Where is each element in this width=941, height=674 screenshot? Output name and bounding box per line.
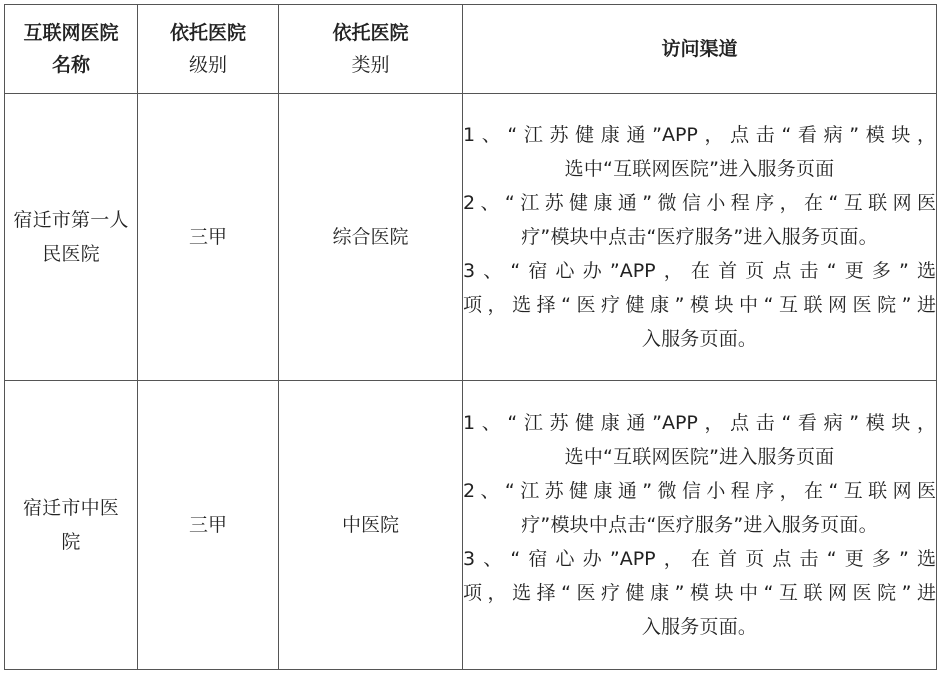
hospital-category-cell: 中医院 <box>279 381 463 670</box>
header-hospital-level-line1: 依托医院 <box>169 22 246 44</box>
channel-line: 项，选择“医疗健康”模块中“互联网医院”进 <box>463 294 936 316</box>
channel-line: 1、“江苏健康通”APP，点击“看病”模块， <box>463 412 936 434</box>
hospital-table <box>4 4 937 670</box>
header-access-channel <box>463 5 937 94</box>
channel-line: 选中“互联网医院”进入服务页面 <box>564 158 835 180</box>
channel-line: 入服务页面。 <box>641 616 758 638</box>
channel-line: 1、“江苏健康通”APP，点击“看病”模块， <box>463 124 936 146</box>
channel-line: 3、“宿心办”APP，在首页点击“更多”选 <box>463 548 936 570</box>
table-row <box>5 94 937 381</box>
header-hospital-level <box>138 5 279 94</box>
channel-line: 2、“江苏健康通”微信小程序，在“互联网医 <box>463 480 936 502</box>
hospital-level-cell: 三甲 <box>138 381 279 670</box>
channel-line: 2、“江苏健康通”微信小程序，在“互联网医 <box>463 192 936 214</box>
hospital-name-cell <box>5 94 138 381</box>
hospital-name-line1: 宿迁市中医 <box>22 497 119 519</box>
access-channel-cell <box>463 94 937 381</box>
hospital-name-line2: 院 <box>61 531 81 553</box>
header-hospital-category-line1: 依托医院 <box>332 22 409 44</box>
hospital-name-line2: 民医院 <box>42 243 100 265</box>
hospital-level-cell: 三甲 <box>138 94 279 381</box>
header-hospital-category-line2: 类别 <box>351 54 390 76</box>
header-access-channel-label: 访问渠道 <box>661 38 738 60</box>
header-hospital-level-line2: 级别 <box>188 54 227 76</box>
channel-line: 入服务页面。 <box>641 328 758 350</box>
header-hospital-name-line1: 互联网医院 <box>23 22 119 44</box>
channel-line: 疗”模块中点击“医疗服务”进入服务页面。 <box>521 514 878 536</box>
access-channel-cell <box>463 381 937 670</box>
table-header-row <box>5 5 937 94</box>
channel-line: 3、“宿心办”APP，在首页点击“更多”选 <box>463 260 936 282</box>
channel-line: 疗”模块中点击“医疗服务”进入服务页面。 <box>521 226 878 248</box>
header-hospital-category <box>279 5 463 94</box>
header-hospital-name-line2: 名称 <box>51 54 90 76</box>
header-hospital-name <box>5 5 138 94</box>
hospital-name-cell <box>5 381 138 670</box>
table-row <box>5 381 937 670</box>
channel-line: 项，选择“医疗健康”模块中“互联网医院”进 <box>463 582 936 604</box>
hospital-category-cell: 综合医院 <box>279 94 463 381</box>
channel-line: 选中“互联网医院”进入服务页面 <box>564 446 835 468</box>
hospital-name-line1: 宿迁市第一人 <box>13 209 129 231</box>
